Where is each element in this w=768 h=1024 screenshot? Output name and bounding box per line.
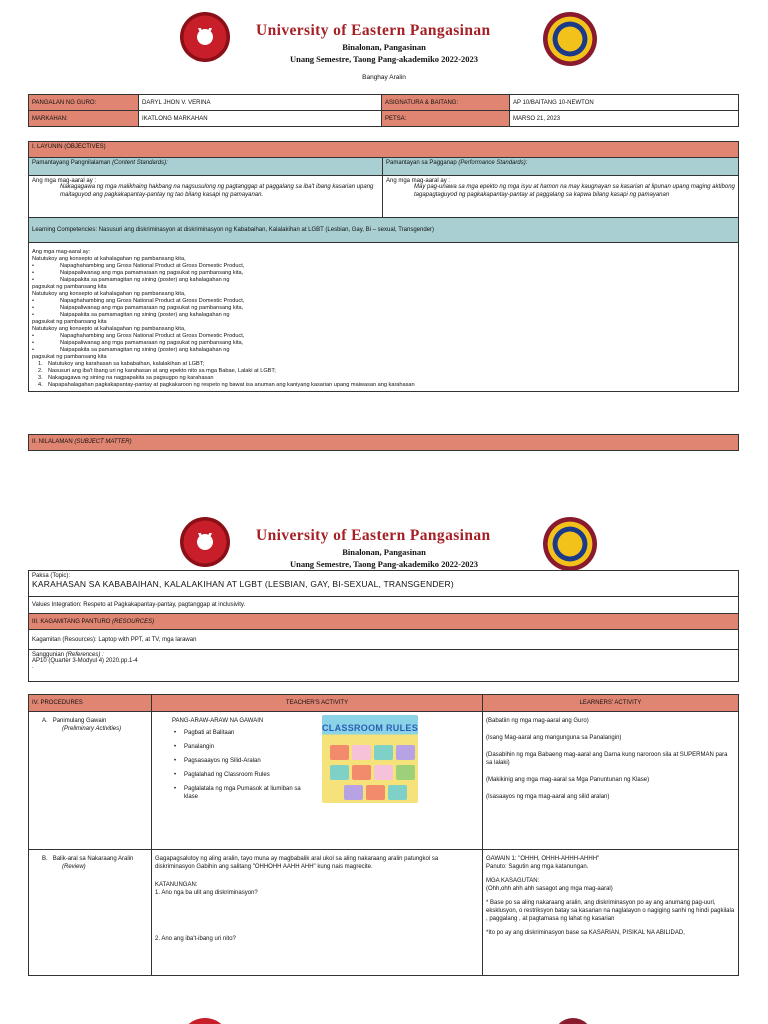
objectives-table <box>28 141 739 392</box>
subject-matter-table <box>28 570 739 682</box>
objective-bullet-item: • Naipapaliwanag ang mga pamamaraan ng pagsukat ng pambansang kita, <box>32 305 244 311</box>
objective-bullet-item: • Napaghahambing ang Gross National Product at Gross Domestic Product, <box>32 298 245 304</box>
objective-bullet-item: • Napaghahambing ang Gross National Product at Gross Domestic Product, <box>32 263 245 269</box>
page-3-department-seal-logo <box>553 1018 593 1024</box>
objective-bullet-item: • Naipapakita sa pamamagitan ng sining (poster) ang kahalagahan ng <box>32 277 230 283</box>
performance-standards-header: Pamantayan sa Pagganap (Performance Standards): <box>383 158 739 176</box>
references-cell: Sanggunian (References) : AP10 (Quarter 3-Modyul 4) 2020.pp.1-4 . <box>29 650 739 682</box>
objective-numbered-item: 3. Nakagagawa ng sining na nagpapakita sa pagsugpo ng karahasan <box>38 375 214 381</box>
semester-line: Unang Semestre, Taong Pang-akademiko 2022-2023 <box>289 54 479 64</box>
preliminary-learner-response: (Makikinig ang mga mag-aaral sa Mga Panuntunan ng Klase) <box>486 777 650 783</box>
content-standards-cell: Ang mga mag-aaral ay : Nakagagawa ng mga malikhaing hakbang na nagsusulong ng pagtanggap at paggalang sa iba't ibang kasarian upang maitaguyod ang pagkakapantay-pantay ng tao bilang kasapi ng pamayanan. <box>29 176 383 218</box>
objective-bullet-item: • Napaghahambing ang Gross National Product at Gross Domestic Product, <box>32 333 245 339</box>
objective-bullet-item: • Naipapakita sa pamamagitan ng sining (poster) ang kahalagahan ng <box>32 312 230 318</box>
objective-bullet-item: • Naipapaliwanag ang mga pamamaraan ng pagsukat ng pambansang kita, <box>32 270 244 276</box>
objective-group-tail: pagsukat ng pambansang kita <box>32 319 107 325</box>
classroom-rules-image <box>322 715 418 803</box>
objective-group-intro: Natutukoy ang konsepto at kahalagahan ng pambansang kita, <box>32 326 186 332</box>
objective-bullet-item: • Naipapaliwanag ang mga pamamaraan ng pagsukat ng pambansang kita, <box>32 340 244 346</box>
review-label: B. Balik-aral sa Nakaraang Aralin (Review) <box>29 850 152 976</box>
preliminary-activity-item: • Pagsasaayos ng Silid-Aralan <box>172 757 307 765</box>
subject-grade-label: ASIGNATURA & BAITANG: <box>382 95 510 111</box>
preliminary-activity-item: • Pagbati at Balitaan <box>172 729 307 737</box>
university-name: University of Eastern Pangasinan <box>256 527 491 544</box>
preliminary-teacher-cell: PANG-ARAW-ARAW NA GAWAIN • Pagbati at Balitaan • Panalangin • Pagsasaayos ng Silid-Aralan • Paglalahad ng Classroom Rules • Paglalatala ng mga Pumasok at liumiban sa klase <box>152 712 483 850</box>
values-integration-cell: Values Integration: Respeto at Pagkakapantay-pantay, pagtanggap at inclusivity. <box>29 597 739 614</box>
content-standards-header: Pamantayang Pangnilalaman (Content Standards): <box>29 158 383 176</box>
classroom-rules-image-title: CLASSROOM RULES <box>322 723 418 733</box>
subject-grade-value: AP 10/BAITANG 10-NEWTON <box>510 95 739 111</box>
objective-numbered-item: 2. Nasusuri ang iba't ibang uri ng karahasan at ang epekto nito sa mga Babae, Lalaki at LGBT; <box>38 368 276 374</box>
learners-activity-col-header: LEARNERS' ACTIVITY <box>483 695 739 712</box>
quarter-value: IKATLONG MARKAHAN <box>139 111 382 127</box>
objective-group-intro: Natutukoy ang konsepto at kahalagahan ng pambansang kita, <box>32 291 186 297</box>
teacher-name-value: DARYL JHON V. VERINA <box>139 95 382 111</box>
objectives-list: Ang mga mag-aaral ay: Natutukoy ang konsepto at kahalagahan ng pambansang kita, • Napaghahambing ang Gross National Product at Gross Domestic Product, • Naipapaliwanag ang mga pamamaraan ng pagsukat ng pambansang kita, • Naipapakita sa pamamagitan ng sining (poster) ang kahalagahan ng pagsukat ng pambansang kita Natutukoy ang konsepto at kahalagahan ng pambansang kita, • Napaghahambing ang Gross National Product at Gross Domestic Product, • Naipapaliwanag ang mga pamamaraan ng pagsukat ng pambansang kita, • Naipapakita sa pamamagitan ng sining (poster) ang kahalagahan ng pagsukat ng pambansang kita Natutukoy ang konsepto at kahalagahan ng pambansang kita, • Napaghahambing ang Gross National Product at Gross Domestic Product, • Naipapaliwanag ang mga pamamaraan ng pagsukat ng pambansang kita, • Naipapakita sa pamamagitan ng sining (poster) ang kahalagahan ng pagsukat ng pambansang kita 1. Natutukoy ang karahasan sa kababaihan, kalalakihan at LGBT; 2. Nasusuri ang iba't ibang uri ng karahasan at ang epekto nito sa mga Babae, Lalaki at LGBT; 3. Nakagagawa ng sining na nagpapakita sa pagsugpo ng karahasan 4. Napapahalagahan pagkakapantay-pantay at pagkakaroon ng respeto ng bawat isa anuman ang kaniyang kasarian upang maiwasan ang karahasan <box>32 249 735 389</box>
performance-standards-cell: Ang mga mag-aaral ay : May pag-unawa sa mga epekto ng mga isyu at hamon na may kaugnayan sa kasarian at lipunan upang maging aktibong tagapagtaguyod ng pagkakapantay-pantay at paggalang sa kapwa bilang kasapi ng pamayanan <box>383 176 739 218</box>
document-title: Banghay Aralin <box>362 74 406 81</box>
teacher-activity-col-header: TEACHER'S ACTIVITY <box>152 695 483 712</box>
learning-competencies-row: Learning Competencies: Nasusuri ang diskriminasyon at diskriminasyon ng Kababaihan, Kalalakihan at LGBT (Lesbian, Gay, Bi – sexual, Transgender) <box>29 218 739 243</box>
university-location: Binalonan, Pangasinan <box>342 42 426 52</box>
content-standards-text: Nakagagawa ng mga malikhaing hakbang na nagsusulong ng pagtanggap at paggalang sa iba't ibang kasarian upang maitaguyod ang pagkakapantay-pantay ng tao bilang kasapi ng pamayanan. <box>60 184 374 198</box>
lesson-info-table <box>28 94 739 127</box>
preliminary-activity-item: • Panalangin <box>172 743 307 751</box>
objective-group-tail: pagsukat ng pambansang kita <box>32 354 107 360</box>
page-1-header <box>0 0 768 100</box>
preliminary-learner-response: (Dasabihin ng mga Babaeng mag-aaral ang Darna kung naroroon sila at SUPERMAN para sa lalaki) <box>486 752 728 766</box>
topic-cell: Paksa (Topic): KARAHASAN SA KABABAIHAN, KALALAKIHAN AT LGBT (LESBIAN, GAY, BI-SEXUAL, TRANSGENDER) <box>29 571 739 597</box>
page-3-university-seal-logo <box>180 1018 230 1024</box>
teacher-name-label: PANGALAN NG GURO: <box>29 95 139 111</box>
resources-cell: Kagamitan (Resources): Laptop with PPT, at TV, mga larawan <box>29 630 739 650</box>
review-teacher-cell: Gagapagsalutoy ng aling aralin, tayo muna ay magbabalik aral ukol sa aling nakaraang aralin patungkol sa diskriminasyon Gabihin ang salitang "OHHOHH AAHH AHH" kung nais magrecite. KATANUNGAN: 1. Ano nga ba ulit ang diskriminasyon? 2. Ano ang iba't-ibang uri nito? <box>152 850 483 976</box>
objective-numbered-item: 1. Natutukoy ang karahasan sa kababaihan, kalalakihan at LGBT; <box>38 361 205 367</box>
review-learners-cell: GAWAIN 1: "OHHH, OHHH-AHHH-AHHH" Panuto: Sagutin ang mga katanungan. MGA KASAGUTAN: (Ohh,ohh ahh ahh sasagot ang mga mag-aaral) * Base po sa aling nakaraang aralin, ang diskriminasyon po ay ang anumang pag-uuri, eksklusyon, o restriksyon batay sa kasarian na naglalayon o nagiging sanhi ng hindi pagkilala , paggalang , at pagtamasa ng lahat ng kasarian *Ito po ay ang diskriminasyon base sa KASARIAN, PISIKAL NA ABILIDAD, <box>483 850 739 976</box>
quarter-label: MARKAHAN: <box>29 111 139 127</box>
preliminary-learner-response: (Isang Mag-aaral ang mangunguna sa Panalangin) <box>486 735 622 741</box>
university-location: Binalonan, Pangasinan <box>342 547 426 557</box>
preliminary-activities-label: A. Panimulang Gawain (Preliminary Activities) <box>29 712 152 850</box>
university-name: University of Eastern Pangasinan <box>256 22 491 39</box>
objective-numbered-item: 4. Napapahalagahan pagkakapantay-pantay at pagkakaroon ng respeto ng bawat isa anuman ang kaniyang kasarian upang maiwasan ang karahasan <box>38 382 415 388</box>
date-label: PETSA: <box>382 111 510 127</box>
semester-line: Unang Semestre, Taong Pang-akademiko 2022-2023 <box>289 559 479 569</box>
subject-matter-heading: II. NILALAMAN (SUBJECT MATTER) <box>28 434 739 451</box>
preliminary-learner-response: (Babatiin ng mga mag-aaral ang Guro) <box>486 718 589 724</box>
preliminary-learners-cell <box>483 712 739 850</box>
objective-bullet-item: • Naipapakita sa pamamagitan ng sining (poster) ang kahalagahan ng <box>32 347 230 353</box>
objectives-heading: I. LAYUNIN (OBJECTIVES) <box>29 142 739 158</box>
objective-group-tail: pagsukat ng pambansang kita <box>32 284 107 290</box>
topic-value: KARAHASAN SA KABABAIHAN, KALALAKIHAN AT LGBT (LESBIAN, GAY, BI-SEXUAL, TRANSGENDER) <box>32 579 454 589</box>
preliminary-activity-item: • Paglalahad ng Classroom Rules <box>172 771 307 779</box>
procedures-col-header: IV. PROCEDURES <box>29 695 152 712</box>
performance-standards-text: May pag-unawa sa mga epekto ng mga isyu at hamon na may kaugnayan sa kasarian at lipunan upang maging aktibong tagapagtaguyod ng pagkakapantay-pantay at paggalang sa kapwa bilang kasapi ng pamayanan <box>414 184 735 198</box>
resources-heading: III. KAGAMITANG PANTURO (RESOURCES) <box>29 614 739 630</box>
preliminary-activity-item: • Paglalatala ng mga Pumasok at liumiban sa klase <box>172 785 307 801</box>
preliminary-learner-response: (Isasaayos ng mga mag-aaral ang silid aralan) <box>486 794 610 800</box>
date-value: MARSO 21, 2023 <box>510 111 739 127</box>
objective-group-intro: Natutukoy ang konsepto at kahalagahan ng pambansang kita, <box>32 256 186 262</box>
objectives-body <box>29 243 739 392</box>
